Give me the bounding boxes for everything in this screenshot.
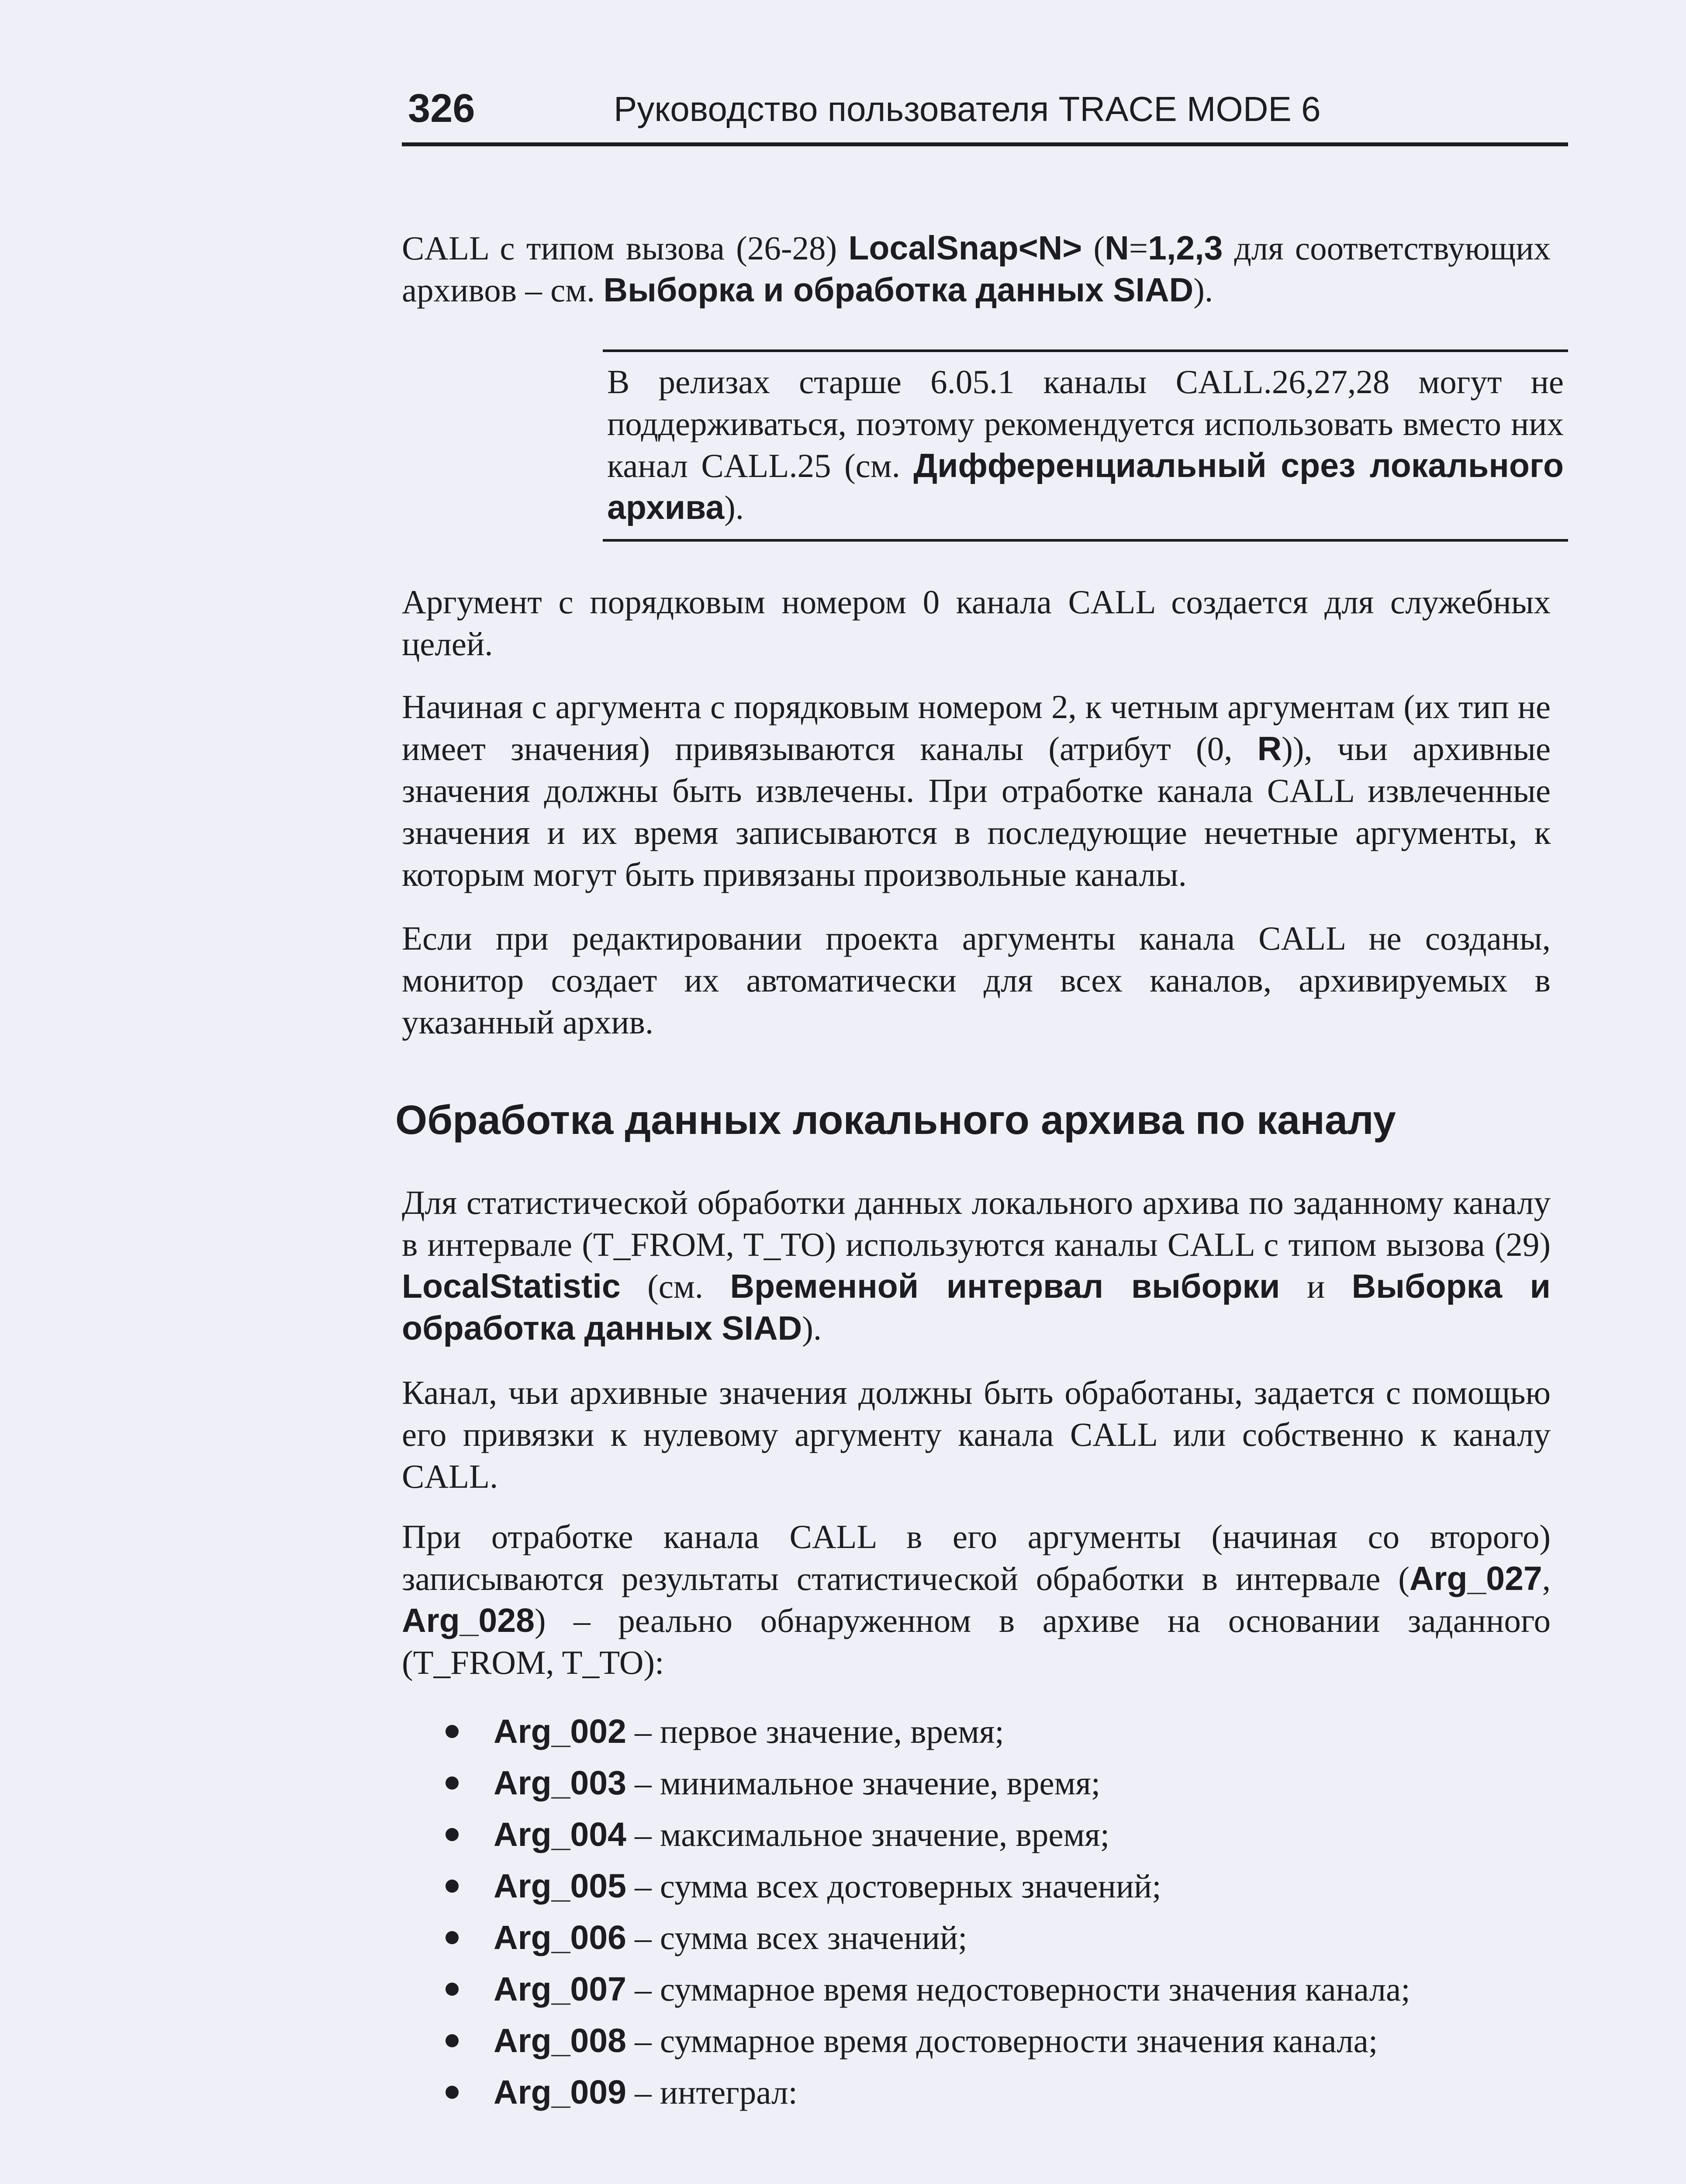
bullet-icon (446, 1725, 459, 1738)
argument-name: Arg_002 (494, 1713, 626, 1750)
list-item: Arg_009 – интеграл: (441, 2067, 1410, 2118)
paragraph-arg-zero: Аргумент с порядковым номером 0 канала CALL создается для служебных целей. (402, 583, 1551, 663)
bullet-icon (446, 1983, 459, 1996)
argument-name: Arg_005 (494, 1867, 626, 1905)
argument-name: Arg_003 (494, 1764, 626, 1802)
bullet-icon (446, 1931, 459, 1944)
bold-term: Arg_028 (402, 1602, 535, 1639)
list-item: Arg_004 – максимальное значение, время; (441, 1809, 1410, 1860)
cross-reference: Дифференциальный срез локального архива (607, 447, 1564, 526)
bold-term: 1,2,3 (1148, 229, 1223, 267)
cross-reference: Выборка и обработка данных SIAD (402, 1268, 1551, 1347)
bullet-icon (446, 2086, 459, 2099)
bold-term: LocalSnap<N> (848, 229, 1082, 267)
note-text: В релизах старше 6.05.1 каналы CALL.26,27,28 могут не поддерживаться, поэтому рекомендуется использовать вместо них канал CALL.25 (см. Дифференциальный срез локального архива). (607, 363, 1564, 526)
bold-term: N (1105, 229, 1129, 267)
argument-name: Arg_008 (494, 2022, 626, 2060)
bullet-icon (446, 1880, 459, 1893)
paragraph-results: При отработке канала CALL в его аргументы (начиная со второго) записываются результаты статистической обработки в интервале (Arg_027, Arg_028) – реально обнаруженном в архиве на основании заданного (T_FROM, T_TO): (402, 1518, 1551, 1681)
bullet-icon (446, 2034, 459, 2047)
list-item: Arg_002 – первое значение, время; (441, 1706, 1410, 1757)
paragraph-localsnap: CALL с типом вызова (26-28) LocalSnap<N> (N=1,2,3 для соответствующих архивов – см. Выборка и обработка данных SIAD). (402, 229, 1551, 309)
section-heading: Обработка данных локального архива по каналу (395, 1097, 1396, 1143)
page-number: 326 (408, 86, 475, 131)
paragraph-even-args: Начиная с аргумента с порядковым номером 2, к четным аргументам (их тип не имеет значения) привязываются каналы (атрибут (0, R)), чьи архивные значения должны быть извлечены. При отработке канала CALL извлеченные значения и их время записываются в последующие нечетные аргументы, к которым могут быть привязаны произвольные каналы. (402, 688, 1551, 893)
page-header (402, 86, 1568, 146)
paragraph-channel-binding: Канал, чьи архивные значения должны быть обработаны, задается с помощью его привязки к нулевому аргументу канала CALL или собственно к каналу CALL. (402, 1374, 1551, 1495)
list-item: Arg_007 – суммарное время недостоверности значения канала; (441, 1963, 1410, 2015)
argument-name: Arg_006 (494, 1919, 626, 1956)
argument-name: Arg_009 (494, 2073, 626, 2111)
paragraph-auto-create: Если при редактировании проекта аргументы канала CALL не созданы, монитор создает их автоматически для всех каналов, архивируемых в указанный архив. (402, 919, 1551, 1041)
cross-reference: Выборка и обработка данных SIAD (603, 271, 1194, 309)
running-title: Руководство пользователя TRACE MODE 6 (614, 90, 1321, 128)
list-item: Arg_006 – сумма всех значений; (441, 1912, 1410, 1963)
list-item: Arg_003 – минимальное значение, время; (441, 1757, 1410, 1809)
argument-name: Arg_004 (494, 1816, 626, 1853)
cross-reference: Временной интервал выборки (730, 1268, 1280, 1305)
paragraph-local-statistic: Для статистической обработки данных локального архива по заданному каналу в интервале (T_FROM, T_TO) используются каналы CALL с типом вызова (29) LocalStatistic (см. Временной интервал выборки и Выборка и обработка данных SIAD). (402, 1184, 1551, 1347)
argument-name: Arg_007 (494, 1970, 626, 2008)
bullet-icon (446, 1776, 459, 1790)
note-box (603, 349, 1568, 542)
bold-term: R (1257, 730, 1282, 767)
list-item: Arg_005 – сумма всех достоверных значений; (441, 1860, 1410, 1912)
bullet-icon (446, 1828, 459, 1841)
bold-term: LocalStatistic (402, 1268, 621, 1305)
bold-term: Arg_027 (1409, 1560, 1542, 1597)
argument-list (441, 1706, 1410, 2118)
list-item: Arg_008 – суммарное время достоверности значения канала; (441, 2015, 1410, 2067)
